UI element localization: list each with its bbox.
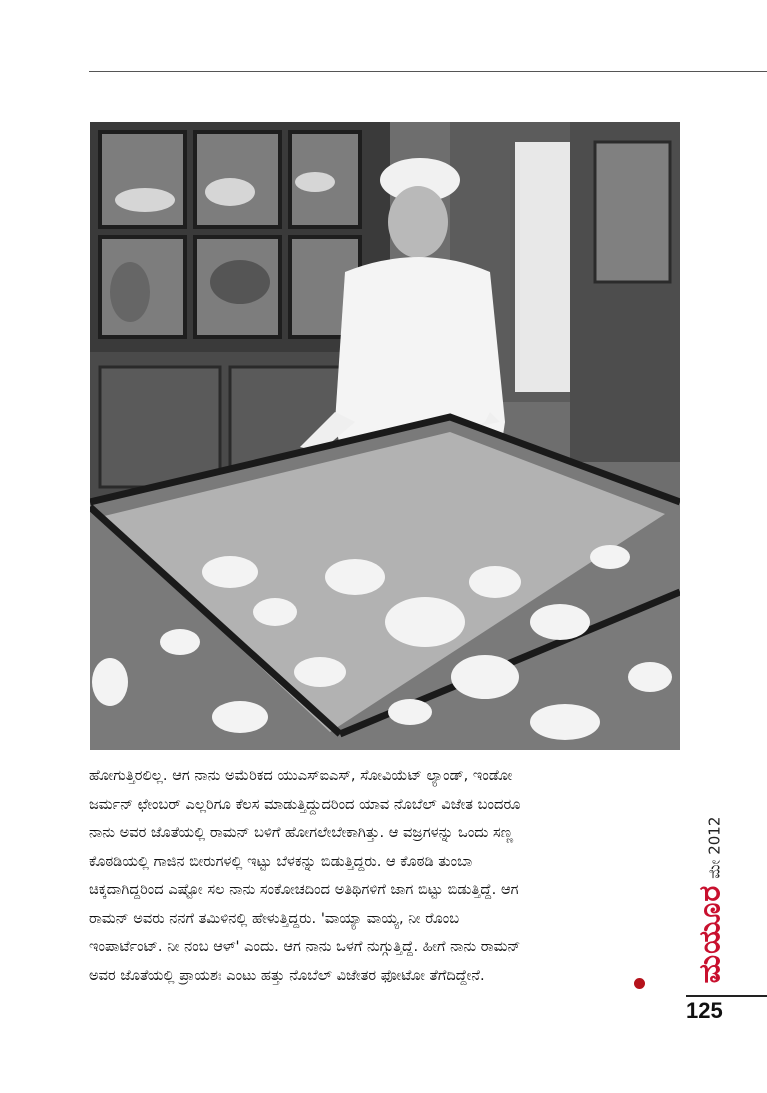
page-number-rule xyxy=(686,995,767,997)
article-line: ಜರ್ಮನ್ ಛೇಂಬರ್ ಎಲ್ಲರಿಗೂ ಕೆಲಸ ಮಾಡುತ್ತಿದ್ದುದರಿಂದ ಯಾವ ನೊಬೆಲ್ ವಿಜೇತ ಬಂದರೂ xyxy=(89,795,521,813)
article-line: ಚಿಕ್ಕದಾಗಿದ್ದರಿಂದ ಎಷ್ಟೋ ಸಲ ನಾನು ಸಂಕೋಚದಿಂದ ಅತಿಥಿಗಳಿಗೆ ಜಾಗ ಬಿಟ್ಟು ಬಿಡುತ್ತಿದ್ದೆ. ಆಗ xyxy=(89,881,519,898)
header-rule xyxy=(89,71,767,72)
article-line: ಅವರ ಜೊತೆಯಲ್ಲಿ ಪ್ರಾಯಶಃ ಎಂಟು ಹತ್ತು ನೊಬೆಲ್ ವಿಜೇತರ ಫೋಟೋ ತೆಗೆದಿದ್ದೇನೆ. xyxy=(89,966,485,984)
article-line: ಹೋಗುತ್ತಿರಲಿಲ್ಲ. ಆಗ ನಾನು ಅಮೆರಿಕದ ಯುಎಸ್‌ಐಎಸ್, ಸೋವಿಯೆಟ್ ಲ್ಯಾಂಡ್, ಇಂಡೋ xyxy=(89,767,513,784)
article-body xyxy=(89,762,649,990)
article-line: ರಾಮನ್ ಅವರು ನನಗೆ ತಮಿಳಿನಲ್ಲಿ ಹೇಳುತ್ತಿದ್ದರು. 'ವಾಯ್ಯಾ ವಾಯ್ಯ, ನೀ ರೊಂಬ xyxy=(89,909,460,927)
page-number: 125 xyxy=(686,998,723,1023)
photograph xyxy=(90,122,680,750)
magazine-sidebar xyxy=(690,810,730,990)
article-line: ನಾನು ಅವರ ಜೊತೆಯಲ್ಲಿ ರಾಮನ್ ಬಳಿಗೆ ಹೋಗಲೇಬೇಕಾಗಿತ್ತು. ಆ ವಜ್ರಗಳನ್ನು ಒಂದು ಸಣ್ಣ xyxy=(89,824,514,841)
article-line: ಕೊಠಡಿಯಲ್ಲಿ ಗಾಜಿನ ಬೀರುಗಳಲ್ಲಿ ಇಟ್ಟು ಬೆಳಕನ್ನು ಬಿಡುತ್ತಿದ್ದರು. ಆ ಕೊಠಡಿ ತುಂಬಾ xyxy=(89,852,473,870)
magazine-name: ಮಯೂರ xyxy=(692,884,728,984)
issue-date: ಮೇ 2012 xyxy=(705,816,724,879)
decorative-dot xyxy=(634,978,645,989)
photo-illustration xyxy=(90,122,680,750)
article-line: ಇಂಪಾರ್ಟೆಂಟ್. ನೀ ನಂಬ ಆಳ್' ಎಂದು. ಆಗ ನಾನು ಒಳಗೆ ನುಗ್ಗುತ್ತಿದ್ದೆ. ಹೀಗೆ ನಾನು ರಾಮನ್ xyxy=(89,938,521,955)
